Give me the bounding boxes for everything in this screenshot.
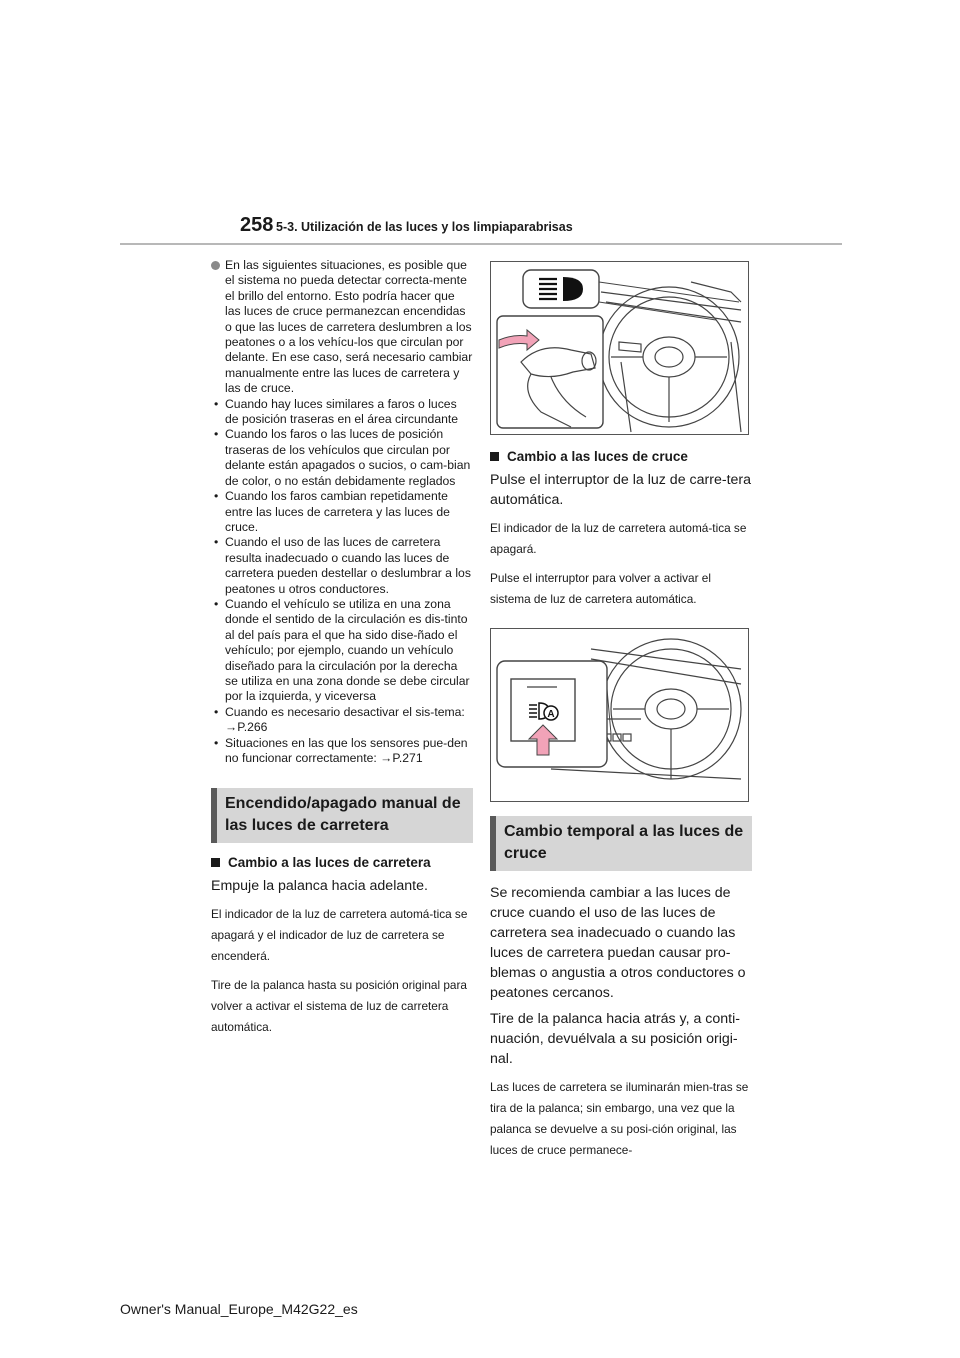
auto-badge-letter: A <box>547 709 555 720</box>
switch-illustration <box>490 628 749 802</box>
section-heading-manual: Encendido/apagado manual de las luces de carretera <box>211 788 473 843</box>
list-item[interactable]: • Situaciones en las que los sensores pue-den no funcionar correctamente: →P.271 <box>211 736 473 767</box>
right-column <box>490 254 752 1161</box>
header-rule <box>120 243 842 245</box>
sub-heading-low-beam <box>490 449 752 464</box>
square-bullet-icon <box>490 452 499 461</box>
instruction-text: Tire de la palanca hacia atrás y, a conti-nuación, devuélvala a su posición origi-nal. <box>490 1011 740 1067</box>
square-bullet-icon <box>211 858 220 867</box>
instruction-text: Pulse el interruptor de la luz de carre-tera automática. <box>490 472 752 508</box>
list-item: • Cuando el vehículo se utiliza en una zona donde el sentido de la circulación es dis-tinto al del país para el que ha sido dise-ñado el vehículo; por ejemplo, cuando un vehículo diseñado para la circulación por la derecha se utiliza en una zona donde se debe circular por la izquierda, y viceversa <box>211 597 473 705</box>
section-heading-temporary: Cambio temporal a las luces de cruce <box>490 816 752 871</box>
note-text: El indicador de la luz de carretera automá-tica se apagará. <box>490 521 747 556</box>
list-item: • Cuando el uso de las luces de carretera resulta inadecuado o cuando las luces de carretera pueden destellar o deslumbrar a los peatones u otros conductores. <box>211 535 473 597</box>
note-text: Las luces de carretera se iluminarán mien-tras se tira de la palanca; sin embargo, una vez que la palanca se devuelve a su posi-ción original, las luces de cruce permanece- <box>490 1080 749 1157</box>
footer-text: Owner's Manual_Europe_M42G22_es <box>120 1301 358 1317</box>
switch-illustration-svg <box>491 629 748 801</box>
list-item[interactable]: • Cuando es necesario desactivar el sis-tema: →P.266 <box>211 705 473 736</box>
list-item: • Cuando hay luces similares a faros o luces de posición traseras en el área circundante <box>211 397 473 428</box>
note-text: Pulse el interruptor para volver a activar el sistema de luz de carretera automática. <box>490 571 711 606</box>
page-number: 258 <box>240 214 274 236</box>
sub-heading-text: Cambio a las luces de cruce <box>507 449 688 464</box>
note-text: Tire de la palanca hasta su posición original para volver a activar el sistema de luz de carretera automática. <box>211 978 467 1035</box>
list-item: • Cuando los faros cambian repetidamente entre las luces de carretera y las luces de cruce. <box>211 489 473 535</box>
sub-heading-text: Cambio a las luces de carretera <box>228 855 431 871</box>
situations-list <box>211 397 473 767</box>
list-item: • Cuando los faros o las luces de posición traseras de los vehículos que circulan por delante están apagados o sucios, o cam-bian de color, o no están debidamente reglados <box>211 427 473 489</box>
note-bullet-icon <box>211 261 220 270</box>
section-title: 5-3. Utilización de las luces y los limpiaparabrisas <box>276 220 573 234</box>
note-intro-text: En las siguientes situaciones, es posible que el sistema no pueda detectar correcta-mente el brillo del entorno. Esto podría hacer que las luces de cruce permanezcan encendidas o que las luces de carretera deslumbren a los peatones o a los vehícu-los que circulan por delante. En ese caso, será necesario cambiar manualmente entre las luces de carretera y las de cruce. <box>225 258 473 396</box>
left-column <box>211 254 473 1038</box>
note-paragraph <box>211 258 473 397</box>
instruction-text: Empuje la palanca hacia adelante. <box>211 878 428 895</box>
paragraph-text: Se recomienda cambiar a las luces de cruce cuando el uso de las luces de carretera sea inadecuado o cuando las luces de carretera puedan causar pro-blemas o angustia a otros conductores o peatones cercanos. <box>490 885 746 1001</box>
lever-illustration-svg <box>491 262 748 434</box>
lever-illustration <box>490 261 749 435</box>
sub-heading-high-beam <box>211 855 473 870</box>
note-text: El indicador de la luz de carretera automá-tica se apagará y el indicador de luz de carretera se encenderá. <box>211 907 468 964</box>
